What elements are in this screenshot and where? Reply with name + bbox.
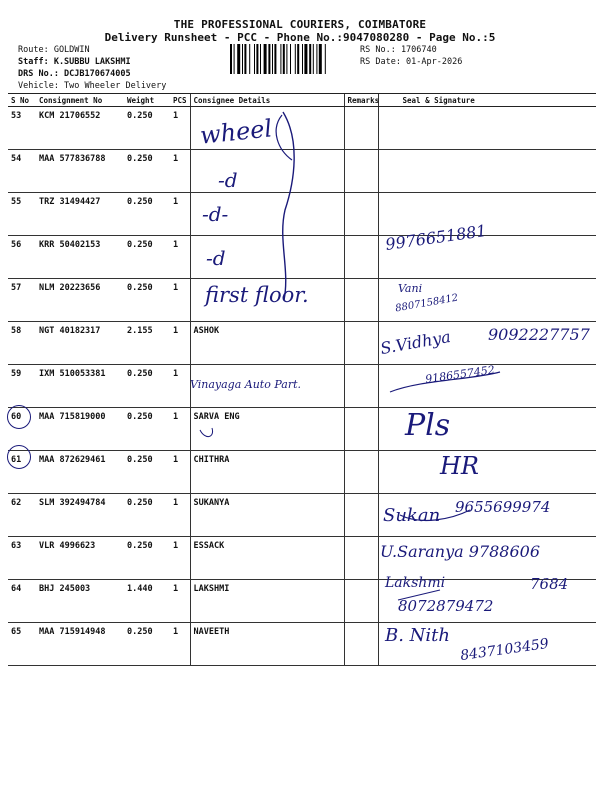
row-consignment-no: MAA 715819000 — [36, 408, 124, 451]
row-pcs: 1 — [170, 193, 190, 236]
signature-64-phone: 8072879472 — [398, 597, 494, 615]
col-sno: S No — [8, 94, 36, 107]
row-consignment-no: NGT 40182317 — [36, 322, 124, 365]
row-pcs: 1 — [170, 451, 190, 494]
staff-label: Staff: K.SUBBU LAKSHMI — [18, 57, 131, 67]
rs-no-label: RS No.: 1706740 — [360, 45, 437, 55]
signature-65-name: B. Nith — [385, 625, 451, 646]
row-consignee: ASHOK — [190, 322, 344, 365]
col-remarks: Remarks — [344, 94, 378, 107]
signature-63: U.Saranya 9788606 — [380, 542, 541, 561]
row-sno: 63 — [8, 537, 36, 580]
row-consignment-no: MAA 872629461 — [36, 451, 124, 494]
signature-58-phone: 9092227757 — [488, 325, 590, 344]
row-consignee: CHITHRA — [190, 451, 344, 494]
col-pcs: PCS — [170, 94, 190, 107]
col-signature: Seal & Signature — [378, 94, 596, 107]
signature-64-code: 7684 — [530, 575, 569, 593]
row-weight: 0.250 — [124, 279, 170, 322]
row-pcs: 1 — [170, 107, 190, 150]
signature-65-phone: 8437103459 — [459, 635, 550, 665]
row-pcs: 1 — [170, 236, 190, 279]
row-weight: 0.250 — [124, 494, 170, 537]
row-consignment-no: KRR 50402153 — [36, 236, 124, 279]
row-pcs: 1 — [170, 279, 190, 322]
row-consignment-no: KCM 21706552 — [36, 107, 124, 150]
row-sno: 55 — [8, 193, 36, 236]
row-weight: 0.250 — [124, 365, 170, 408]
row-consignment-no: IXM 510053381 — [36, 365, 124, 408]
circle-mark-61 — [7, 445, 31, 469]
row-consignee: SUKANYA — [190, 494, 344, 537]
handwriting-vinayaga: Vinayaga Auto Part. — [190, 378, 301, 391]
row-consignment-no: TRZ 31494427 — [36, 193, 124, 236]
row-sno: 61 — [8, 451, 36, 494]
row-consignee: SARVA ENG — [190, 408, 344, 451]
signature-57-phone: 8807158412 — [394, 292, 460, 315]
row-weight: 2.155 — [124, 322, 170, 365]
row-pcs: 1 — [170, 580, 190, 623]
company-title: THE PROFESSIONAL COURIERS, COIMBATORE — [173, 18, 427, 31]
runsheet-subtitle: Delivery Runsheet - PCC - Phone No.:9047080280 - Page No.:5 — [104, 31, 496, 44]
drs-label: DRS No.: DCJB170674005 — [18, 69, 131, 79]
row-sno: 59 — [8, 365, 36, 408]
row-weight: 0.250 — [124, 451, 170, 494]
row-consignment-no: SLM 392494784 — [36, 494, 124, 537]
vehicle-label: Vehicle: Two Wheeler Delivery — [18, 81, 167, 91]
row-sno: 60 — [8, 408, 36, 451]
row-weight: 0.250 — [124, 193, 170, 236]
row-consignee: LAKSHMI — [190, 580, 344, 623]
handwriting-first-floor: first floor. — [205, 283, 309, 307]
row-weight: 0.250 — [124, 236, 170, 279]
row-weight: 0.250 — [124, 150, 170, 193]
row-sno: 64 — [8, 580, 36, 623]
row-sno: 54 — [8, 150, 36, 193]
row-weight: 1.440 — [124, 580, 170, 623]
col-weight: Weight — [124, 94, 170, 107]
signature-62-name: Sukan — [383, 505, 441, 526]
signature-64-name: Lakshmi — [385, 575, 446, 591]
row-pcs: 1 — [170, 494, 190, 537]
handwriting-d1: -d — [218, 168, 238, 192]
signature-60: Pls — [405, 408, 451, 443]
signature-56: 9976651881 — [384, 221, 488, 254]
row-sno: 65 — [8, 623, 36, 666]
row-weight: 0.250 — [124, 537, 170, 580]
row-weight: 0.250 — [124, 623, 170, 666]
row-pcs: 1 — [170, 408, 190, 451]
handwriting-wheel: wheel — [198, 114, 274, 150]
row-consignee: ESSACK — [190, 537, 344, 580]
rs-date-label: RS Date: 01-Apr-2026 — [360, 57, 463, 67]
row-pcs: 1 — [170, 537, 190, 580]
row-weight: 0.250 — [124, 408, 170, 451]
row-sno: 58 — [8, 322, 36, 365]
handwriting-d2: -d- — [202, 202, 229, 226]
row-pcs: 1 — [170, 365, 190, 408]
row-pcs: 1 — [170, 150, 190, 193]
col-consignee: Consignee Details — [190, 94, 344, 107]
row-sno: 53 — [8, 107, 36, 150]
signature-61: HR — [440, 452, 479, 480]
row-pcs: 1 — [170, 322, 190, 365]
row-sno: 56 — [8, 236, 36, 279]
row-consignment-no: MAA 577836788 — [36, 150, 124, 193]
circle-mark-60 — [7, 405, 31, 429]
row-pcs: 1 — [170, 623, 190, 666]
handwriting-d3: -d — [206, 246, 226, 270]
row-consignee: NAVEETH — [190, 623, 344, 666]
signature-59: 9186557452 — [424, 363, 496, 386]
signature-57-name: Vani — [398, 282, 423, 295]
row-sno: 57 — [8, 279, 36, 322]
col-consignment: Consignment No — [36, 94, 124, 107]
row-consignment-no: NLM 20223656 — [36, 279, 124, 322]
route-label: Route: GOLDWIN — [18, 45, 90, 55]
row-consignment-no: MAA 715914948 — [36, 623, 124, 666]
row-consignment-no: VLR 4996623 — [36, 537, 124, 580]
signature-62-phone: 9655699974 — [455, 498, 551, 516]
signature-58-name: S.Vidhya — [378, 326, 453, 359]
row-weight: 0.250 — [124, 107, 170, 150]
row-consignment-no: BHJ 245003 — [36, 580, 124, 623]
row-sno: 62 — [8, 494, 36, 537]
